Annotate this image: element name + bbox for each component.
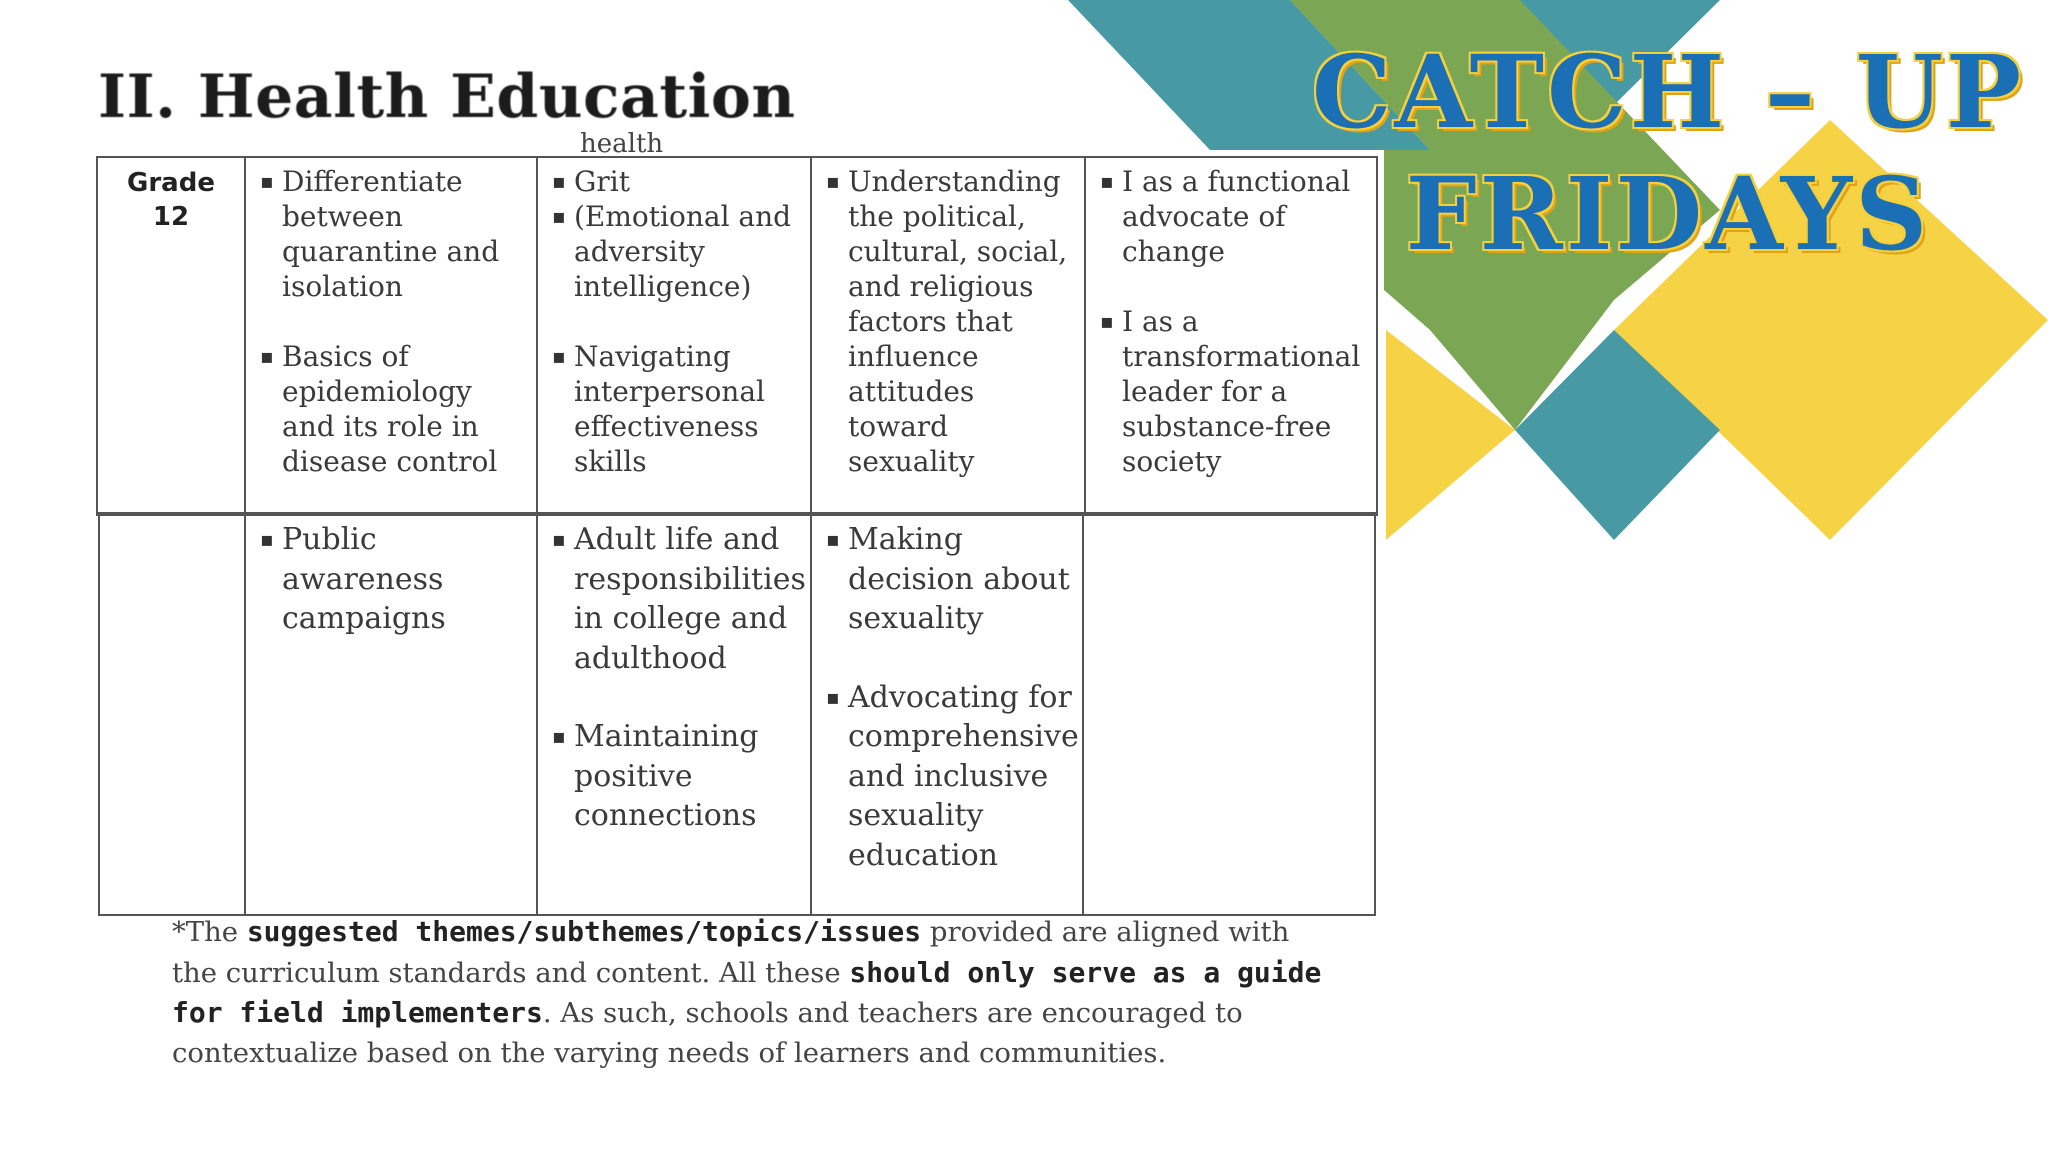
table-cell xyxy=(1083,513,1375,915)
list-item: ▪ Advocating for comprehensive and inclusive sexuality education xyxy=(826,678,1074,876)
topic-list xyxy=(812,514,1082,875)
table-cell xyxy=(245,157,537,515)
section-title: II. Health Education xyxy=(98,62,796,132)
list-item: ▪ Grit xyxy=(552,164,802,199)
list-item: ▪ Differentiate between quarantine and isolation xyxy=(260,164,528,304)
table-cell xyxy=(537,513,811,915)
grade-label: Grade xyxy=(127,168,215,198)
banner-line-1: CATCH – UP xyxy=(1311,33,2025,151)
grade-number: 12 xyxy=(152,202,190,232)
footnote xyxy=(172,912,1332,1073)
title-banner xyxy=(1308,33,2028,273)
topic-list xyxy=(538,158,810,479)
list-item: ▪ (Emotional and adversity intelligence) xyxy=(552,199,802,304)
grade-cell xyxy=(97,157,245,515)
banner-line-2: FRIDAYS xyxy=(1405,155,1931,273)
list-item: ▪ Making decision about sexuality xyxy=(826,520,1074,639)
topic-list xyxy=(812,158,1084,479)
table-cell xyxy=(811,157,1085,515)
table-cell xyxy=(811,513,1083,915)
list-item: ▪ Understanding the political, cultural, social, and religious factors that influence attitudes toward sexuality xyxy=(826,164,1076,479)
footnote-bold: should only serve as a guide for field implementers xyxy=(172,955,1322,1029)
list-item: ▪ Maintaining positive connections xyxy=(552,717,802,836)
table-row xyxy=(99,513,1375,915)
table-cell xyxy=(99,513,245,915)
topic-list xyxy=(246,158,536,479)
cut-off-text: health xyxy=(580,129,664,159)
table-row xyxy=(97,157,1377,515)
list-item: ▪ Adult life and responsibilities in college and adulthood xyxy=(552,520,802,678)
list-item: ▪ Navigating interpersonal effectiveness skills xyxy=(552,339,802,479)
list-item: ▪ Basics of epidemiology and its role in disease control xyxy=(260,339,528,479)
curriculum-table-row-2 xyxy=(98,512,1376,916)
list-item: ▪ Public awareness campaigns xyxy=(260,520,528,639)
list-item: ▪ I as a functional advocate of change xyxy=(1100,164,1368,269)
table-cell xyxy=(245,513,537,915)
footnote-text: provided are aligned with the curriculum standards and content. All these xyxy=(172,916,1290,989)
footnote-text: . As such, schools and teachers are encouraged to contextualize based on the varying needs of learners and communities. xyxy=(172,997,1243,1069)
topic-list xyxy=(538,514,810,836)
curriculum-table-row-1 xyxy=(96,156,1378,516)
footnote-bold: suggested themes/subthemes/topics/issues xyxy=(246,915,922,948)
topic-list xyxy=(246,514,536,639)
table-cell xyxy=(537,157,811,515)
list-item: ▪ I as a transformational leader for a substance-free society xyxy=(1100,304,1368,479)
footnote-text: *The xyxy=(172,916,247,948)
